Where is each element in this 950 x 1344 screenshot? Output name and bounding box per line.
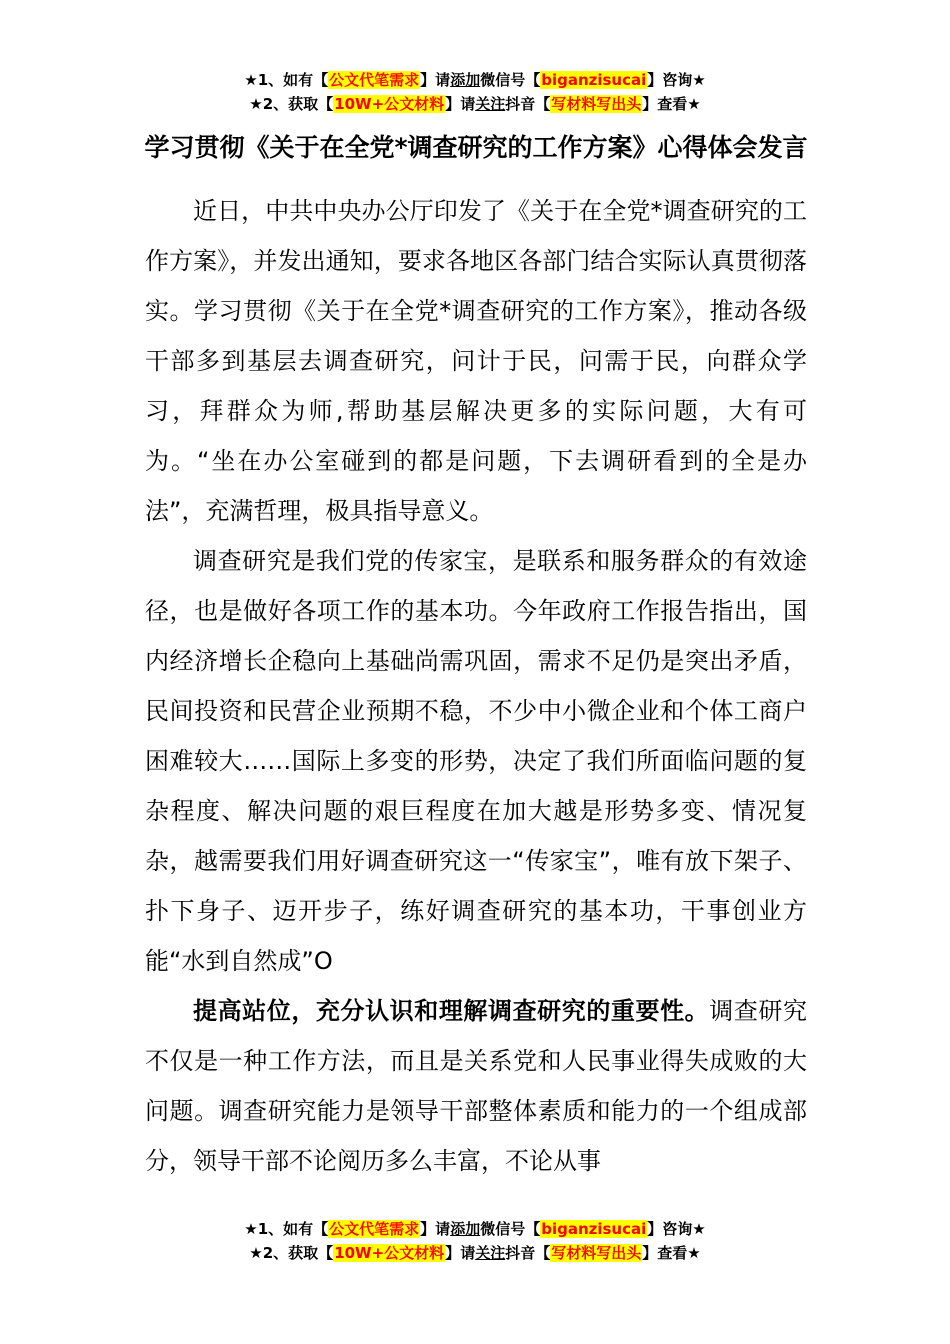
banner-underline: 添加 xyxy=(450,1220,481,1238)
paragraph-lead-heading: 提高站位，充分认识和理解调查研究的重要性。 xyxy=(193,997,710,1025)
banner-underline: 关注 xyxy=(475,95,506,113)
banner-line-1 xyxy=(0,1217,950,1241)
banner-highlight: 10W+公文材料 xyxy=(334,1244,445,1262)
paragraph-1 xyxy=(145,186,807,536)
banner-text: 抖音【 xyxy=(505,1244,551,1262)
banner-line-2 xyxy=(0,92,950,116)
banner-highlight: 写材料写出头 xyxy=(551,1244,642,1262)
banner-text: 微信号【 xyxy=(480,1220,541,1238)
banner-highlight: 10W+公文材料 xyxy=(334,95,445,113)
banner-text: ★2、获取【 xyxy=(249,1244,334,1262)
banner-text: 】请 xyxy=(420,71,451,89)
paragraph-2 xyxy=(145,536,807,986)
banner-text: ★1、如有【 xyxy=(244,1220,329,1238)
document-body xyxy=(145,122,807,1186)
banner-text: 】咨询★ xyxy=(647,1220,706,1238)
banner-text: 抖音【 xyxy=(505,95,551,113)
banner-highlight: 公文代笔需求 xyxy=(329,1220,420,1238)
banner-highlight: 公文代笔需求 xyxy=(329,71,420,89)
paragraph-text: 调查研究不仅是一种工作方法，而且是关系党和人民事业得失成败的大问题。调查研究能力是领导干部整体素质和能力的一个组成部分，领导干部不论阅历多么丰富，不论从事 xyxy=(145,997,807,1175)
paragraph-text: 调查研究是我们党的传家宝，是联系和服务群众的有效途径，也是做好各项工作的基本功。今年政府工作报告指出，国内经济增长企稳向上基础尚需巩固，需求不足仍是突出矛盾，民间投资和民营企业预期不稳，不少中小微企业和个体工商户困难较大……国际上多变的形势，决定了我们所面临问题的复杂程度、解决问题的艰巨程度在加大越是形势多变、情况复杂，越需要我们用好调查研究这一“传家宝”，唯有放下架子、扑下身子、迈开步子，练好调查研究的基本功，干事创业方能“水到自然成”O xyxy=(145,547,807,975)
banner-text: 】咨询★ xyxy=(647,71,706,89)
banner-underline: 关注 xyxy=(475,1244,506,1262)
paragraph-3 xyxy=(145,986,807,1186)
banner-text: ★2、获取【 xyxy=(249,95,334,113)
footer-banner xyxy=(0,1217,950,1265)
banner-text: 微信号【 xyxy=(480,71,541,89)
banner-highlight: biganzisucai xyxy=(541,1220,647,1238)
banner-line-1 xyxy=(0,68,950,92)
banner-text: 】请 xyxy=(420,1220,451,1238)
header-banner xyxy=(0,68,950,116)
paragraph-text: 近日，中共中央办公厅印发了《关于在全党*调查研究的工作方案》，并发出通知，要求各地区各部门结合实际认真贯彻落实。学习贯彻《关于在全党*调查研究的工作方案》，推动各级干部多到基层去调查研究，问计于民，问需于民，向群众学习，拜群众为师,帮助基层解决更多的实际问题，大有可为。“坐在办公室碰到的都是问题，下去调研看到的全是办法”，充满哲理，极具指导意义。 xyxy=(145,197,807,525)
banner-text: 】请 xyxy=(445,95,476,113)
banner-highlight: biganzisucai xyxy=(541,71,647,89)
banner-text: 】请 xyxy=(445,1244,476,1262)
banner-line-2 xyxy=(0,1241,950,1265)
banner-text: 】查看★ xyxy=(642,95,701,113)
banner-text: 】查看★ xyxy=(642,1244,701,1262)
document-title: 学习贯彻《关于在全党*调查研究的工作方案》心得体会发言 xyxy=(144,133,808,162)
banner-underline: 添加 xyxy=(450,71,481,89)
banner-highlight: 写材料写出头 xyxy=(551,95,642,113)
banner-text: ★1、如有【 xyxy=(244,71,329,89)
